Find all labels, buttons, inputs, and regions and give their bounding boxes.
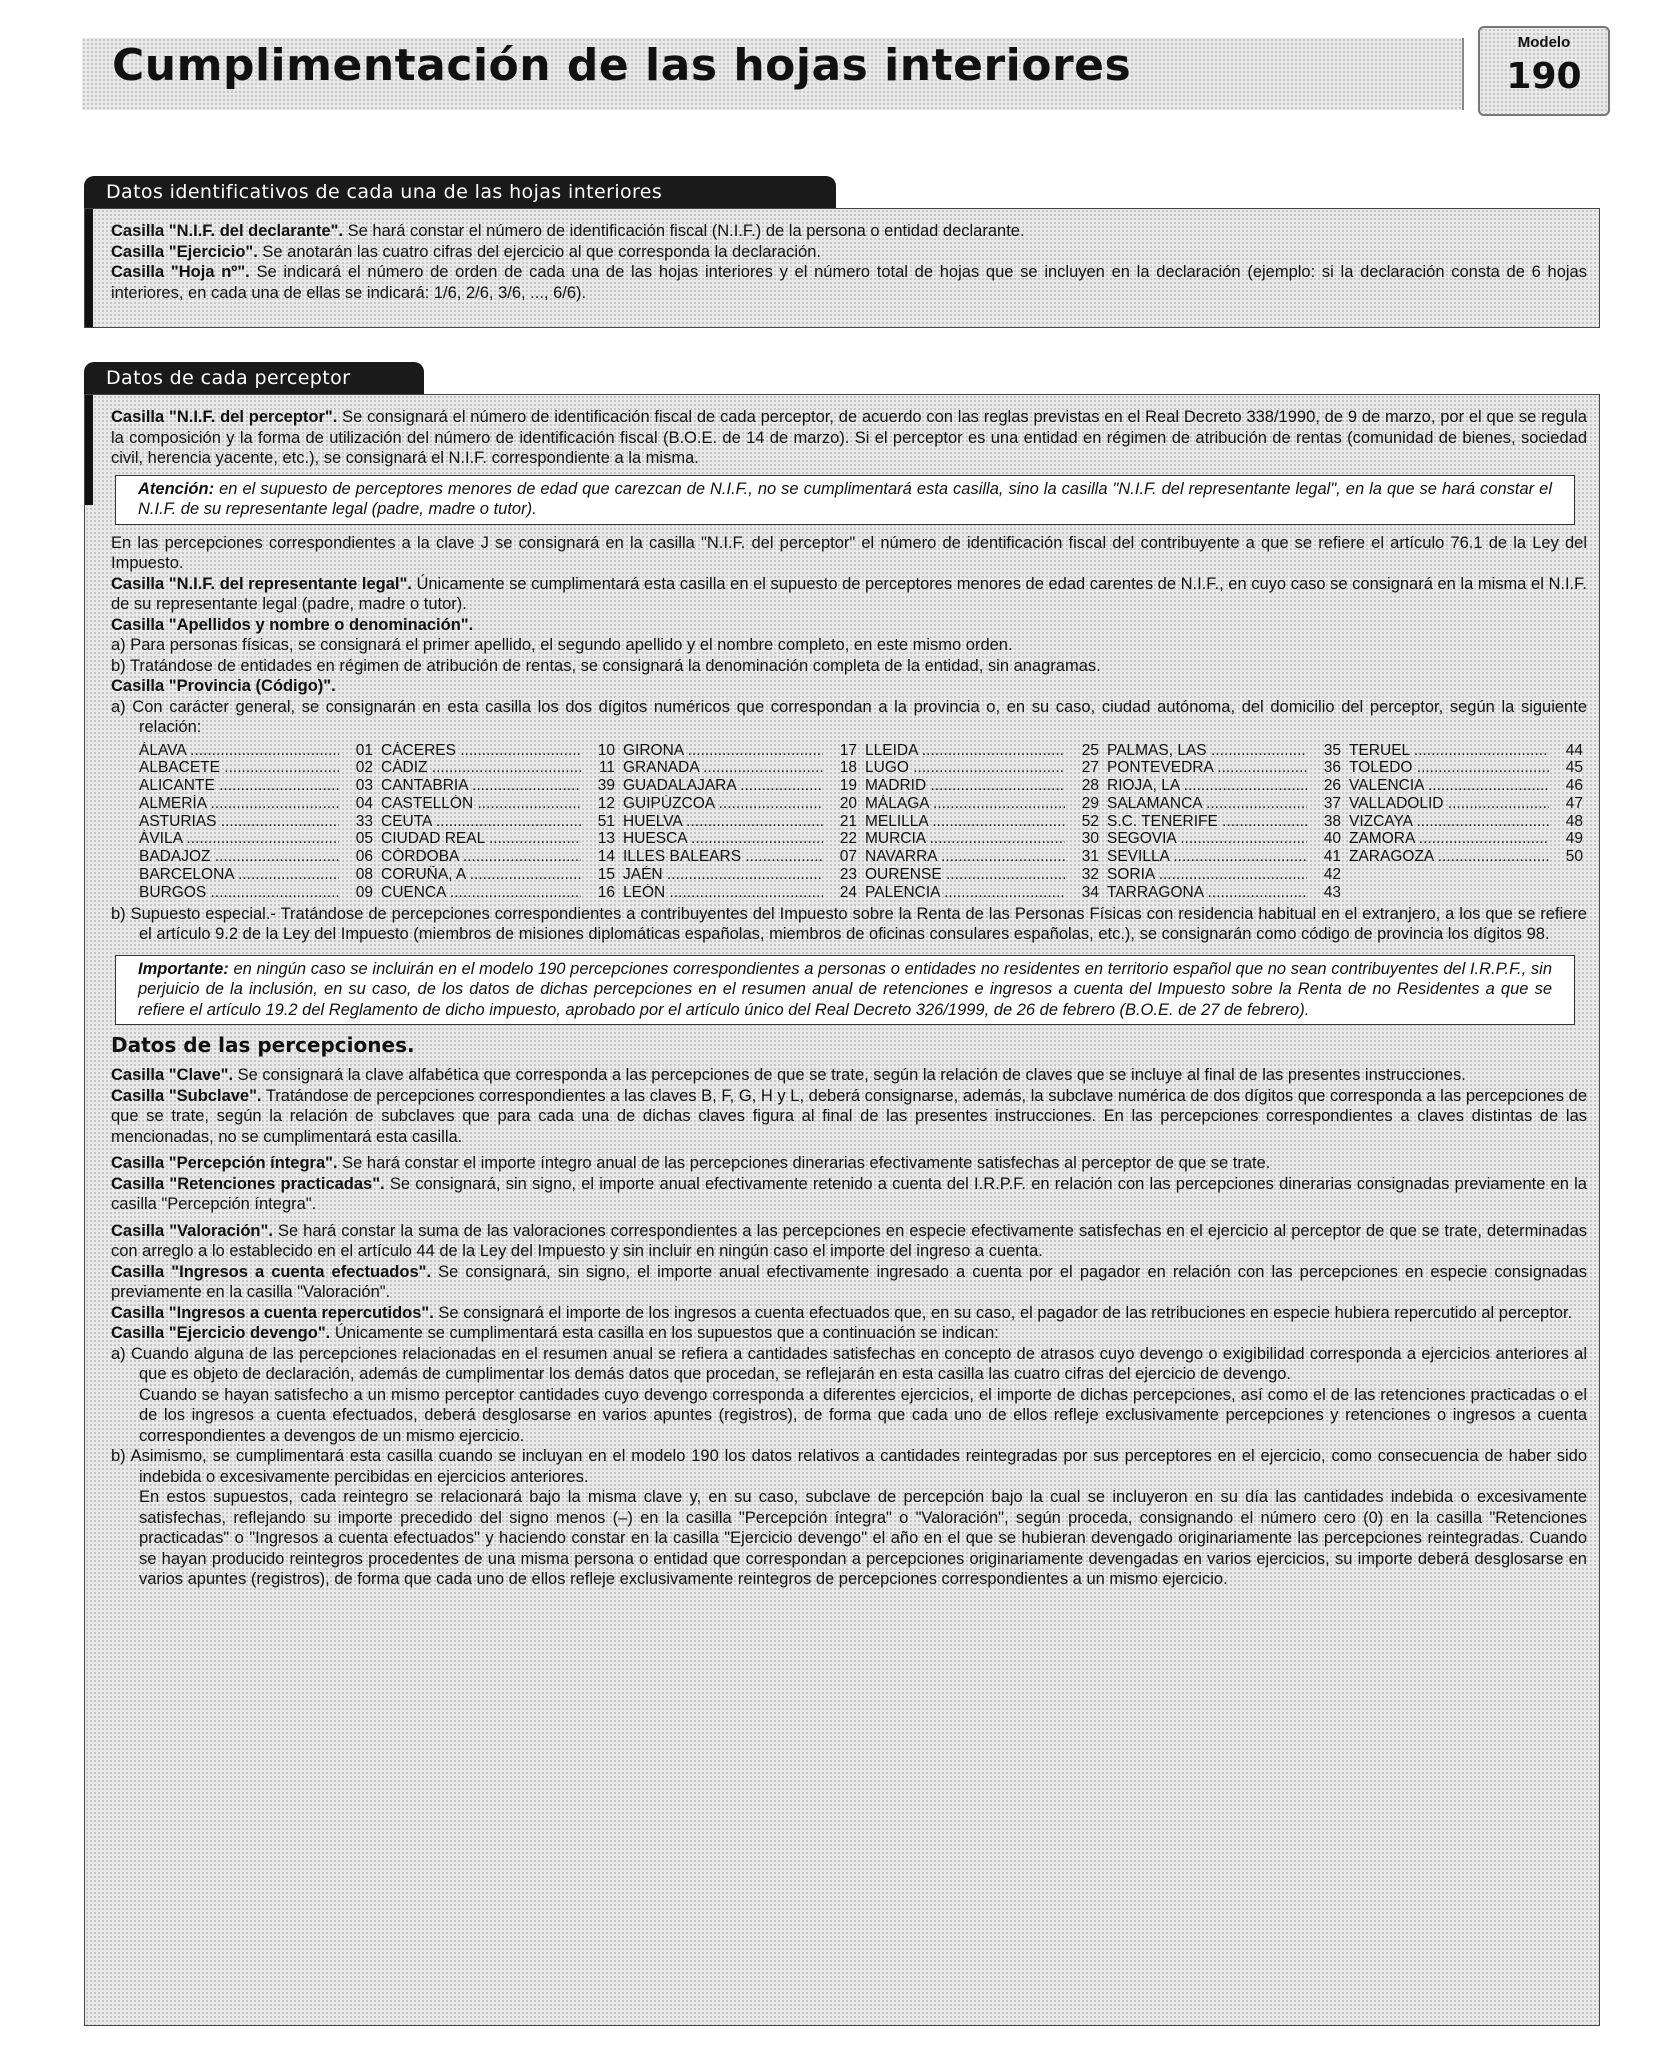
province-code: 05 — [355, 830, 373, 848]
province-row — [865, 759, 1107, 777]
province-row — [1107, 884, 1349, 902]
province-name: ÁLAVA ..... — [139, 742, 339, 760]
province-row — [139, 848, 381, 866]
province-code: 35 — [1323, 741, 1341, 759]
province-name: ÁVILA ..... — [139, 830, 339, 848]
province-row — [623, 813, 865, 831]
province-name: VIZCAYA ..... — [1349, 813, 1549, 831]
province-row — [381, 777, 623, 795]
province-row — [623, 795, 865, 813]
province-row — [623, 848, 865, 866]
province-name: SALAMANCA ..... — [1107, 795, 1307, 813]
devengo-a-detail: Cuando se hayan satisfecho a un mismo perceptor cantidades cuyo devengo corresponda a diferentes ejercicios, el importe de dichas percepciones, así como el de las retenciones practicadas o el de los ingresos a cuenta efectuados, deberá desglosarse en varios apuntes (registros), de forma que cada uno de ellos refleje exclusivamente percepciones y retenciones o ingresos a cuenta correspondientes a devengos de un mismo ejercicio. — [139, 1385, 1587, 1445]
section-tab-perceptor: Datos de cada perceptor — [84, 362, 424, 394]
province-code: 17 — [839, 741, 857, 759]
province-name: LLEIDA ..... — [865, 742, 1065, 760]
province-row — [139, 884, 381, 902]
province-code: 33 — [355, 812, 373, 830]
province-row — [1107, 866, 1349, 884]
province-name: GUADALAJARA ..... — [623, 777, 823, 795]
model-label: Modelo — [1517, 34, 1571, 51]
province-code: 41 — [1323, 848, 1341, 866]
province-name: GRANADA ..... — [623, 759, 823, 777]
model-number: 190 — [1506, 56, 1582, 97]
casilla-ingresos-repercutidos: Casilla "Ingresos a cuenta repercutidos". Se consignará el importe de los ingresos a cuenta efectuados que, en su caso, el pagador de las retribuciones en especie hubiera repercutido al perceptor. — [111, 1303, 1573, 1322]
province-code: 50 — [1565, 848, 1583, 866]
province-code: 16 — [597, 883, 615, 901]
casilla-apellidos: Casilla "Apellidos y nombre o denominación". — [111, 615, 474, 634]
province-code: 04 — [355, 794, 373, 812]
province-row — [139, 795, 381, 813]
province-row — [1349, 848, 1591, 866]
province-code: 09 — [355, 883, 373, 901]
province-row — [865, 813, 1107, 831]
province-code: 32 — [1081, 866, 1099, 884]
casilla-hoja: Casilla "Hoja nº". Se indicará el número de orden de cada una de las hojas interiores y el número total de hojas que se incluyen en la declaración (ejemplo: si la declaración consta de 6 hojas interiores, en cada una de ellas se indicará: 1/6, 2/6, 3/6, ..., 6/6). — [111, 263, 1587, 302]
province-row — [623, 866, 865, 884]
province-row — [139, 742, 381, 760]
province-name: LUGO ..... — [865, 759, 1065, 777]
province-code: 24 — [839, 883, 857, 901]
province-code: 42 — [1323, 866, 1341, 884]
apellidos-b: b) Tratándose de entidades en régimen de atribución de rentas, se consignará la denominación completa de la entidad, sin anagramas. — [111, 656, 1101, 675]
percepciones-heading: Datos de las percepciones. — [111, 1033, 415, 1058]
province-row — [139, 759, 381, 777]
province-row — [623, 742, 865, 760]
province-name: SORIA ..... — [1107, 866, 1307, 884]
province-name: CEUTA ..... — [381, 813, 581, 831]
province-code: 40 — [1323, 830, 1341, 848]
section-bar — [85, 209, 93, 327]
provincia-b: b) Supuesto especial.- Tratándose de percepciones correspondientes a contribuyentes del Impuesto sobre la Renta de las Personas Físicas con residencia habitual en el extranjero, a los que se refiere el artículo 9.2 de la Ley del Impuesto (miembros de misiones diplomáticas españolas, miembros de oficinas consulares españolas, etc.), se consignarán como código de provincia los dígitos 98. — [111, 904, 1587, 944]
model-badge — [1478, 26, 1610, 116]
provincia-a: a) Con carácter general, se consignarán en esta casilla los dos dígitos numéricos que correspondan a la provincia o, en su caso, ciudad autónoma, del domicilio del perceptor, según la siguiente relación: — [111, 697, 1587, 736]
province-row — [865, 830, 1107, 848]
province-code: 07 — [839, 848, 857, 866]
province-row — [381, 848, 623, 866]
casilla-nif-perceptor: Casilla "N.I.F. del perceptor". Se consignará el número de identificación fiscal de cada perceptor, de acuerdo con las reglas previstas en el Real Decreto 338/1990, de 9 de marzo, por el que se regula la composición y la forma de utilización del número de identificación fiscal (B.O.E. de 14 de marzo). Si el perceptor es una entidad en régimen de atribución de rentas (comunidad de bienes, sociedad civil, herencia yacente, etc.), se consignará el N.I.F. correspondiente a la misma. — [111, 408, 1587, 467]
province-name: JAÉN ..... — [623, 866, 823, 884]
province-row — [139, 866, 381, 884]
province-code: 08 — [355, 866, 373, 884]
province-code: 48 — [1565, 812, 1583, 830]
casilla-nif-declarante: Casilla "N.I.F. del declarante". Se hará constar el número de identificación fiscal (N.I.F.) de la persona o entidad declarante. — [111, 222, 1025, 240]
casilla-clave: Casilla "Clave". Se consignará la clave alfabética que corresponda a las percepciones de que se trate, según la relación de claves que se incluye al final de las presentes instrucciones. — [111, 1066, 1466, 1085]
province-name: MELILLA ..... — [865, 813, 1065, 831]
province-name: NAVARRA ..... — [865, 848, 1065, 866]
province-row — [1349, 830, 1591, 848]
province-code: 20 — [839, 794, 857, 812]
province-name: ILLES BALEARS ..... — [623, 848, 823, 866]
province-name: ALICANTE ..... — [139, 777, 339, 795]
province-code: 11 — [598, 759, 615, 777]
province-row — [865, 848, 1107, 866]
province-code: 06 — [355, 848, 373, 866]
province-name: SEGOVIA ..... — [1107, 830, 1307, 848]
province-row — [381, 866, 623, 884]
province-code: 27 — [1081, 759, 1099, 777]
province-code: 03 — [355, 777, 373, 795]
province-name: TARRAGONA ..... — [1107, 884, 1307, 902]
province-code: 26 — [1323, 777, 1341, 795]
province-column — [1349, 742, 1591, 902]
province-code: 23 — [839, 866, 857, 884]
casilla-ejercicio-devengo: Casilla "Ejercicio devengo". Únicamente se cumplimentará esta casilla en los supuestos que a continuación se indican: — [111, 1324, 999, 1343]
province-name: TOLEDO ..... — [1349, 759, 1549, 777]
province-code: 21 — [839, 812, 857, 830]
casilla-valoracion: Casilla "Valoración". Se hará constar la suma de las valoraciones correspondientes a las percepciones en especie efectivamente satisfechas en el ejercicio al perceptor de que se trate, determinadas con arreglo a lo establecido en el artículo 44 de la Ley del Impuesto y sin incluir en ningún caso el importe del ingreso a cuenta. — [111, 1221, 1588, 1261]
province-code: 19 — [839, 777, 857, 795]
casilla-subclave: Casilla "Subclave". Tratándose de percepciones correspondientes a las claves B, F, G, H y L, deberá consignarse, además, la subclave numérica de dos dígitos que corresponda a las percepciones de que se trate, según la relación de subclaves que para cada una de dichas claves figura al final de las presentes instrucciones. En las percepciones correspondientes a claves distintas de las mencionadas, no se cumplimentará esta casilla. — [111, 1086, 1588, 1146]
province-row — [1107, 777, 1349, 795]
province-name: CÓRDOBA ..... — [381, 848, 581, 866]
page-title: Cumplimentación de las hojas interiores — [112, 40, 1132, 91]
section-identificativos — [84, 208, 1600, 328]
province-name: CIUDAD REAL ..... — [381, 830, 581, 848]
casilla-ejercicio: Casilla "Ejercicio". Se anotarán las cuatro cifras del ejercicio al que corresponda la declaración. — [111, 242, 821, 261]
province-row — [139, 813, 381, 831]
province-name: TERUEL ..... — [1349, 742, 1549, 760]
province-name: ZAMORA ..... — [1349, 830, 1549, 848]
province-name: ALBACETE ..... — [139, 759, 339, 777]
province-name: PONTEVEDRA ..... — [1107, 759, 1307, 777]
province-name: GUIPÚZCOA ..... — [623, 795, 823, 813]
province-code: 47 — [1565, 794, 1583, 812]
province-row — [865, 777, 1107, 795]
province-code: 31 — [1081, 848, 1099, 866]
province-code: 51 — [597, 812, 615, 830]
province-row — [623, 777, 865, 795]
province-code: 14 — [597, 848, 615, 866]
devengo-a: a) Cuando alguna de las percepciones relacionadas en el resumen anual se refiera a cantidades satisfechas en concepto de atrasos cuyo devengo o exigibilidad corresponda a ejercicios anteriores al que es objeto de declaración, además de cumplimentar los demás datos que procedan, se reflejarán en esta casilla las cuatro cifras del ejercicio de devengo. — [111, 1344, 1587, 1384]
province-name: PALMAS, LAS ..... — [1107, 742, 1307, 760]
province-name: BURGOS ..... — [139, 884, 339, 902]
devengo-b: b) Asimismo, se cumplimentará esta casilla cuando se incluyan en el modelo 190 los datos relativos a cantidades reintegradas por sus perceptores en el ejercicio, como consecuencia de haber sido indebida o excesivamente percibidas en ejercicios anteriores. — [111, 1447, 1587, 1486]
province-name: CANTABRIA ..... — [381, 777, 581, 795]
casilla-ingresos-efectuados: Casilla "Ingresos a cuenta efectuados". Se consignará, sin signo, el importe anual efectivamente ingresado a cuenta por el pagador en relación con las percepciones en especie consignadas previamente en la casilla "Valoración". — [111, 1262, 1587, 1302]
province-name: HUESCA ..... — [623, 830, 823, 848]
section-bar — [85, 395, 93, 505]
province-code: 12 — [597, 794, 615, 812]
province-name: ASTURIAS ..... — [139, 813, 339, 831]
province-name: HUELVA ..... — [623, 813, 823, 831]
province-name: SEVILLA ..... — [1107, 848, 1307, 866]
province-name: CASTELLÓN ..... — [381, 795, 581, 813]
province-code-table — [139, 742, 1587, 902]
province-name: MÁLAGA ..... — [865, 795, 1065, 813]
province-row — [1107, 742, 1349, 760]
devengo-b-detail: En estos supuestos, cada reintegro se relacionará bajo la misma clave y, en su caso, subclave de percepción bajo la cual se incluyeron en su día las cantidades indebida o excesivamente satisfechas, reflejando su importe precedido del signo menos (–) en la casilla "Percepción íntegra" o "Valoración", según proceda, consignando el número cero (0) en la casilla "Retenciones practicadas" o "Ingresos a cuenta efectuados" y haciendo constar en la casilla "Ejercicio devengo" el año en el que se hubieran devengado originariamente las percepciones reintegradas. Cuando se hayan producido reintegros procedentes de una misma persona o entidad que correspondan a percepciones originariamente devengadas en varios ejercicios, su importe deberá desglosarse en varios apuntes (registros), de forma que cada uno de ellos refleje exclusivamente reintegros de percepciones correspondientes a un mismo ejercicio. — [139, 1488, 1587, 1589]
province-row — [865, 866, 1107, 884]
atencion-note: Atención: en el supuesto de perceptores menores de edad que carezcan de N.I.F., no se cumplimentará esta casilla, sino la casilla "N.I.F. del representante legal", en la que se hará constar el N.I.F. de su representante legal (padre, madre o tutor). — [115, 475, 1575, 525]
province-row — [623, 884, 865, 902]
province-row — [139, 830, 381, 848]
importante-note: Importante: en ningún caso se incluirán en el modelo 190 percepciones correspondientes a personas o entidades no residentes en territorio español que no sean contribuyentes del I.R.P.F., sin perjuicio de la inclusión, en su caso, de los datos de dichas percepciones en el resumen anual de retenciones e ingresos a cuenta del Impuesto sobre la Renta de no Residentes a que se refiere el artículo 19.2 del Reglamento de dicho impuesto, aprobado por el artículo único del Real Decreto 326/1999, de 26 de febrero (B.O.E. de 27 de febrero). — [115, 955, 1575, 1026]
province-code: 43 — [1323, 883, 1341, 901]
province-row — [1107, 759, 1349, 777]
province-code: 39 — [597, 777, 615, 795]
province-row — [1107, 830, 1349, 848]
province-code: 29 — [1081, 794, 1099, 812]
province-row — [139, 777, 381, 795]
apellidos-a: a) Para personas físicas, se consignará el primer apellido, el segundo apellido y el nombre completo, en este mismo orden. — [111, 636, 1013, 654]
province-column — [1107, 742, 1349, 902]
province-row — [865, 884, 1107, 902]
province-row — [1107, 813, 1349, 831]
province-row — [381, 813, 623, 831]
province-name: S.C. TENERIFE ..... — [1107, 813, 1307, 831]
province-name: VALLADOLID ..... — [1349, 795, 1549, 813]
province-name: GIRONA ..... — [623, 742, 823, 760]
province-code: 15 — [597, 866, 615, 884]
province-name: MURCIA ..... — [865, 830, 1065, 848]
province-name: ALMERÍA ..... — [139, 795, 339, 813]
province-row — [1107, 848, 1349, 866]
province-name: ZARAGOZA ..... — [1349, 848, 1549, 866]
province-column — [381, 742, 623, 902]
province-row — [865, 742, 1107, 760]
province-row — [1349, 795, 1591, 813]
province-row — [1107, 795, 1349, 813]
province-name: CÁDIZ ..... — [381, 759, 581, 777]
province-code: 22 — [839, 830, 857, 848]
province-name: BADAJOZ ..... — [139, 848, 339, 866]
province-code: 37 — [1323, 794, 1341, 812]
province-column — [865, 742, 1107, 902]
province-row — [1349, 759, 1591, 777]
casilla-nif-representante: Casilla "N.I.F. del representante legal". Únicamente se cumplimentará esta casilla en el supuesto de perceptores menores de edad carentes de N.I.F., en cuyo caso se consignará en la misma el N.I.F. de su representante legal (padre, madre o tutor). — [111, 574, 1587, 613]
province-code: 10 — [597, 741, 615, 759]
province-code: 25 — [1081, 741, 1099, 759]
province-code: 13 — [597, 830, 615, 848]
casilla-percepcion-integra: Casilla "Percepción íntegra". Se hará constar el importe íntegro anual de las percepciones dinerarias efectivamente satisfechas al perceptor de que se trate. — [111, 1154, 1271, 1173]
casilla-retenciones: Casilla "Retenciones practicadas". Se consignará, sin signo, el importe anual efectivamente retenido a cuenta del I.R.P.F. en relación con las percepciones dinerarias consignadas previamente en la casilla "Percepción íntegra". — [111, 1174, 1587, 1214]
province-row — [1349, 777, 1591, 795]
province-name: CORUÑA, A ..... — [381, 866, 581, 884]
province-name: BARCELONA ..... — [139, 866, 339, 884]
province-row — [381, 830, 623, 848]
province-row — [623, 830, 865, 848]
province-row — [865, 795, 1107, 813]
province-code: 38 — [1323, 812, 1341, 830]
province-row — [381, 742, 623, 760]
province-row — [1349, 813, 1591, 831]
province-column — [623, 742, 865, 902]
province-code: 44 — [1565, 741, 1583, 759]
province-name: MADRID ..... — [865, 777, 1065, 795]
province-name: LEÓN ..... — [623, 884, 823, 902]
province-name: CUENCA ..... — [381, 884, 581, 902]
province-code: 36 — [1323, 759, 1341, 777]
province-code: 02 — [355, 759, 373, 777]
province-code: 49 — [1565, 830, 1583, 848]
province-code: 45 — [1565, 759, 1583, 777]
province-code: 34 — [1081, 883, 1099, 901]
province-name: VALENCIA ..... — [1349, 777, 1549, 795]
section-perceptor — [84, 394, 1600, 2026]
province-row — [381, 759, 623, 777]
province-name: RIOJA, LA ..... — [1107, 777, 1307, 795]
province-name: CÁCERES ..... — [381, 742, 581, 760]
province-code: 46 — [1565, 777, 1583, 795]
province-code: 52 — [1081, 812, 1099, 830]
clave-j-paragraph: En las percepciones correspondientes a la clave J se consignará en la casilla "N.I.F. del perceptor" el número de identificación fiscal del contribuyente a que se refiere el artículo 76.1 de la Ley del Impuesto. — [111, 533, 1587, 572]
province-name: OURENSE ..... — [865, 866, 1065, 884]
province-code: 30 — [1081, 830, 1099, 848]
province-row — [623, 759, 865, 777]
province-code: 18 — [839, 759, 857, 777]
casilla-provincia: Casilla "Provincia (Código)". — [111, 677, 336, 695]
section-tab-identificativos: Datos identificativos de cada una de las hojas interiores — [84, 176, 836, 208]
province-row — [1349, 742, 1591, 760]
province-name: PALENCIA ..... — [865, 884, 1065, 902]
province-code: 01 — [355, 741, 373, 759]
province-column — [139, 742, 381, 902]
province-row — [381, 884, 623, 902]
province-code: 28 — [1081, 777, 1099, 795]
province-row — [381, 795, 623, 813]
